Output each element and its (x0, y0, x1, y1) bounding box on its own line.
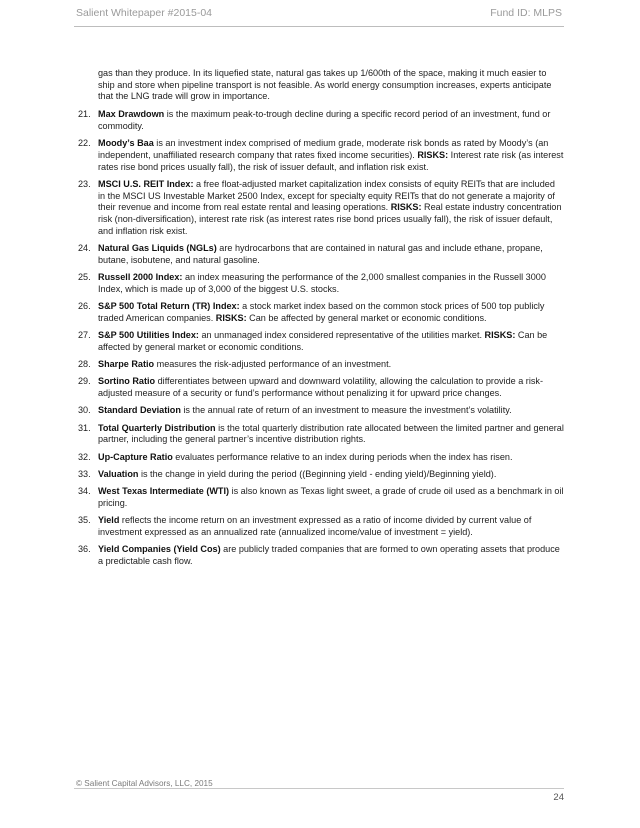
glossary-item (78, 301, 564, 324)
glossary-definition: an index measuring the performance of the 2,000 smallest companies in the Russell 3000 Index, which is made up of 3,000 of the biggest U.S. stocks. (98, 271, 546, 294)
glossary-term: Total Quarterly Distribution (98, 422, 216, 433)
glossary-definition: an unmanaged index considered representative of the utilities market. (198, 329, 485, 340)
glossary-definition: is the change in yield during the period ((Beginning yield - ending yield)/Beginning yield). (138, 468, 497, 479)
item-number: 30. (78, 405, 91, 416)
glossary-item (78, 423, 564, 446)
item-body (98, 544, 564, 567)
glossary-definition: are hydrocarbons that are contained in natural gas and include ethane, propane, butane, isobutene, and natural gasoline. (98, 242, 543, 265)
glossary-term: S&P 500 Utilities Index: (98, 329, 199, 340)
item-body (98, 405, 564, 417)
header-divider (74, 26, 564, 27)
risks-text: Can be affected by general market or economic conditions. (98, 329, 548, 352)
glossary-item (78, 272, 564, 295)
glossary-definition: are publicly traded companies that are formed to own operating assets that produce a predictable cash flow. (98, 544, 560, 566)
item-number: 34. (78, 486, 91, 497)
footer-divider (74, 788, 564, 789)
item-body (98, 301, 564, 324)
item-number: 33. (78, 468, 91, 479)
item-number: 31. (78, 422, 91, 433)
fund-id: Fund ID: MLPS (490, 7, 562, 19)
item-body (98, 423, 564, 446)
glossary-item (78, 330, 564, 353)
glossary-term: Sharpe Ratio (98, 358, 155, 369)
item-body (98, 515, 564, 538)
glossary-term: S&P 500 Total Return (TR) Index: (98, 300, 240, 311)
glossary-item (78, 243, 564, 266)
glossary-term: West Texas Intermediate (WTI) (98, 486, 230, 497)
item-number: 35. (78, 515, 91, 526)
item-number: 25. (78, 271, 91, 282)
glossary-definition: measures the risk-adjusted performance of an investment. (154, 358, 392, 369)
risks-text: Real estate industry concentration risk (non-diversification), interest rate risk (as interest rates rise bond prices usually fall), the risk of issuer default, and inflation risk exist. (98, 202, 562, 236)
item-body (98, 109, 564, 132)
item-number: 32. (78, 451, 91, 462)
glossary-definition: a free float-adjusted market capitalization index consists of equity REITs that are included in the MSCI US Investable Market 2500 Index, except for specialty equity REITs that do not generate a majority of their revenue and income from real estate rental and leasing operations. (98, 178, 555, 213)
item-number: 26. (78, 300, 91, 311)
glossary-term: Sortino Ratio (98, 376, 156, 387)
glossary-term: Valuation (98, 468, 139, 479)
risks-text: Interest rate risk (as interest rates rise bond prices usually fall), the risk of issuer default, and inflation risk exist. (98, 149, 564, 172)
glossary-item (78, 469, 564, 481)
glossary-definition: a stock market index based on the common stock prices of 500 top publicly traded American companies. (98, 300, 545, 323)
glossary-definition: is the annual rate of return of an investment to measure the investment’s volatility. (180, 405, 512, 416)
glossary-term: Max Drawdown (98, 109, 165, 120)
item-body (98, 452, 564, 464)
glossary-term: Yield (98, 515, 120, 526)
glossary-term: Up-Capture Ratio (98, 451, 173, 462)
risks-label: RISKS: (390, 202, 422, 213)
item-body (98, 179, 564, 238)
page-number: 24 (553, 792, 564, 803)
glossary-definition: reflects the income return on an investment expressed as a ratio of income divided by current value of investment expressed as an annualized rate (annualized income/value of investment = yield). (98, 515, 532, 537)
risks-label: RISKS: (215, 312, 247, 323)
item-body (98, 243, 564, 266)
item-number: 24. (78, 242, 91, 253)
item-number: 29. (78, 376, 91, 387)
glossary-list (78, 109, 564, 567)
glossary-term: Yield Companies (Yield Cos) (98, 544, 221, 555)
glossary-definition: is the total quarterly distribution rate allocated between the limited partner and general partner, including the general partner’s incentive distribution rights. (98, 422, 564, 445)
item-body (98, 376, 564, 399)
glossary-term: Russell 2000 Index: (98, 271, 183, 282)
item-number: 23. (78, 178, 91, 189)
glossary-content (78, 68, 564, 573)
glossary-item (78, 109, 564, 132)
glossary-item (78, 405, 564, 417)
item-number: 21. (78, 109, 91, 120)
glossary-item (78, 138, 564, 173)
item-body (98, 138, 564, 173)
item-number: 27. (78, 329, 91, 340)
glossary-definition: is an investment index comprised of medium grade, moderate risk bonds as rated by Moody’s (an independent, unaffiliated research company that rates fixed income securities). (98, 138, 549, 160)
continued-paragraph: gas than they produce. In its liquefied state, natural gas takes up 1/600th of the space, making it much easier to ship and store when pipeline transport is not feasible. As world energy consumption increases, experts anticipate that the LNG trade will grow in importance. (98, 68, 552, 102)
glossary-term: MSCI U.S. REIT Index: (98, 178, 194, 189)
glossary-item (78, 359, 564, 371)
item-body (98, 359, 564, 371)
glossary-item (78, 452, 564, 464)
glossary-definition: is also known as Texas light sweet, a grade of crude oil used as a benchmark in oil pricing. (98, 486, 564, 508)
document-title: Salient Whitepaper #2015-04 (76, 7, 213, 19)
glossary-term: Moody’s Baa (98, 138, 154, 149)
glossary-definition: is the maximum peak-to-trough decline during a specific record period of an investment, fund or commodity. (98, 109, 551, 131)
glossary-item (78, 544, 564, 567)
glossary-definition: evaluates performance relative to an index during periods when the index has risen. (172, 451, 513, 462)
risks-label: RISKS: (417, 149, 449, 160)
glossary-term: Natural Gas Liquids (NGLs) (98, 242, 217, 253)
copyright-notice: © Salient Capital Advisors, LLC, 2015 (76, 779, 213, 788)
item-body (98, 272, 564, 295)
item-number: 28. (78, 358, 91, 369)
risks-text: Can be affected by general market or economic conditions. (246, 312, 487, 323)
glossary-item (78, 376, 564, 399)
item-body (98, 330, 564, 353)
item-body (98, 469, 564, 481)
risks-label: RISKS: (484, 329, 516, 340)
glossary-term: Standard Deviation (98, 405, 181, 416)
item-body (98, 486, 564, 509)
item-number: 22. (78, 138, 91, 149)
glossary-item (78, 179, 564, 238)
glossary-definition: differentiates between upward and downward volatility, allowing the calculation to provide a risk-adjusted measure of a security or fund’s performance without penalizing it for upward price changes. (98, 376, 543, 398)
glossary-item (78, 515, 564, 538)
item-number: 36. (78, 544, 91, 555)
glossary-item (78, 486, 564, 509)
